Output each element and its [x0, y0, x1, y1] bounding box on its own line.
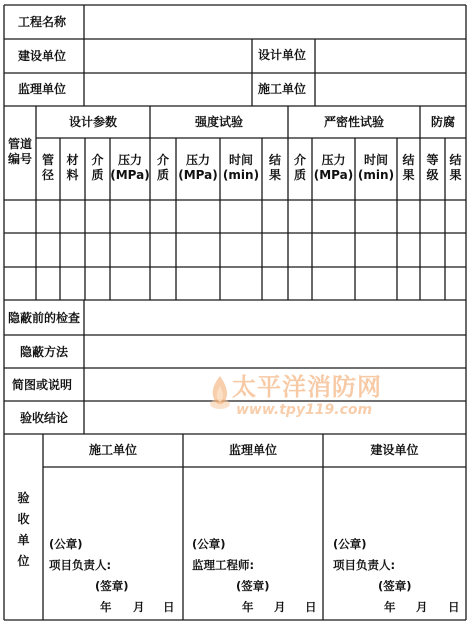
table-row[interactable]: [5, 268, 465, 299]
sign-supervision-month: 月: [274, 600, 286, 614]
constructor-label: 施工单位: [258, 82, 307, 96]
sign-supervision-sign: (签章): [236, 579, 270, 593]
sign-construction-header: 施工单位: [88, 443, 137, 457]
sign-construction-month: 月: [133, 600, 145, 614]
pipe-no-header: 管道 编号: [7, 137, 32, 166]
supervisor-label: 监理单位: [18, 82, 67, 96]
sign-construction-year: 年: [100, 600, 112, 614]
strength-pressure-header: 压力 (MPa): [178, 153, 218, 182]
pre-cover-check-label: 隐蔽前的检查: [8, 311, 81, 325]
strength-time-header: 时间 (min): [222, 153, 260, 182]
sign-supervision-year: 年: [242, 600, 254, 614]
sign-supervision-area[interactable]: [184, 468, 322, 619]
strength-medium-header: 介 质: [156, 153, 169, 182]
sign-construction-day: 日: [163, 600, 175, 614]
tightness-result-header: 结 果: [402, 153, 415, 182]
constructor-value[interactable]: [316, 74, 465, 105]
sign-supervision-header: 监理单位: [228, 443, 277, 457]
sign-builder-day: 日: [448, 600, 460, 614]
table-row[interactable]: [5, 201, 465, 232]
builder-value[interactable]: [85, 40, 251, 72]
diameter-header: 管 径: [41, 153, 54, 182]
sketch-label: 简图或说明: [12, 378, 73, 392]
material-header: 材 料: [66, 153, 79, 182]
anticorrosion-header: 防腐: [430, 115, 455, 129]
sign-builder-year: 年: [384, 600, 396, 614]
sign-supervision-person: 监理工程师:: [192, 558, 255, 572]
project-name-label: 工程名称: [18, 15, 67, 29]
builder-label: 建设单位: [18, 49, 67, 63]
cover-method-value[interactable]: [85, 336, 465, 367]
pre-cover-check-value[interactable]: [85, 301, 465, 334]
sign-construction-area[interactable]: [44, 468, 182, 619]
strength-result-header: 结 果: [268, 153, 281, 182]
conclusion-label: 验收结论: [20, 411, 69, 425]
watermark-title: 太平洋消防网: [232, 373, 382, 401]
sign-construction-sign: (签章): [95, 579, 129, 593]
sign-builder-header: 建设单位: [370, 443, 419, 457]
strength-test-header: 强度试验: [194, 115, 243, 129]
designer-value[interactable]: [316, 40, 465, 72]
sign-builder-seal: (公章): [333, 537, 367, 551]
design-params-header: 设计参数: [68, 115, 117, 129]
tightness-time-header: 时间 (min): [357, 153, 395, 182]
grade-header: 等 级: [426, 153, 439, 182]
sign-supervision-day: 日: [305, 600, 317, 614]
sign-builder-month: 月: [416, 600, 428, 614]
tightness-pressure-header: 压力 (MPa): [313, 153, 354, 182]
flame-logo-icon: [208, 374, 232, 412]
tightness-test-header: 严密性试验: [323, 115, 384, 129]
supervisor-value[interactable]: [85, 74, 251, 105]
design-medium-header: 介 质: [91, 153, 104, 182]
sign-construction-person: 项目负责人:: [49, 558, 112, 572]
sign-builder-person: 项目负责人:: [333, 558, 396, 572]
sign-construction-seal: (公章): [49, 537, 83, 551]
table-row[interactable]: [5, 234, 465, 266]
anticorrosion-result-header: 结 果: [449, 153, 462, 182]
watermark-url: www.tpy119.com: [236, 402, 373, 418]
tightness-medium-header: 介 质: [293, 153, 306, 182]
project-name-value[interactable]: [85, 6, 465, 38]
cover-method-label: 隐蔽方法: [20, 345, 69, 359]
sign-builder-sign: (签章): [378, 579, 412, 593]
design-pressure-header: 压力 (MPa): [110, 153, 150, 182]
sign-supervision-seal: (公章): [192, 537, 226, 551]
acceptance-units-label: 验 收 单 位: [17, 491, 30, 568]
designer-label: 设计单位: [258, 48, 307, 62]
sign-builder-area[interactable]: [324, 468, 465, 619]
